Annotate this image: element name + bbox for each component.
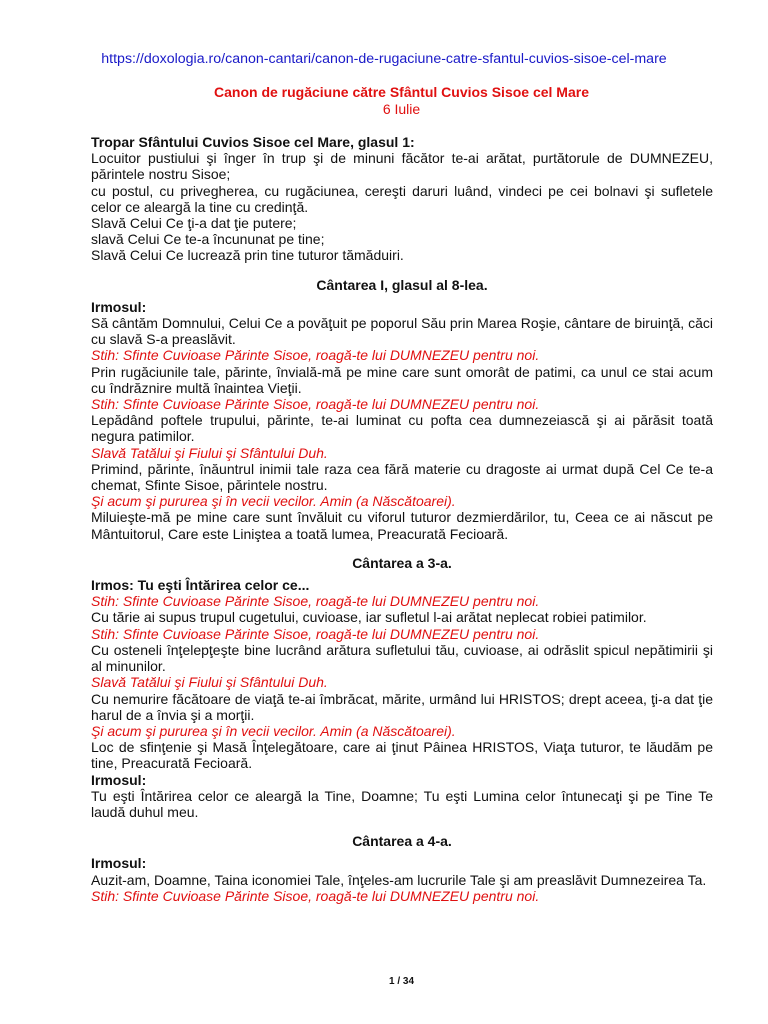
ode3-now: Şi acum şi pururea şi în vecii vecilor. Amin (a Născătoarei). [91,722,456,739]
ode1-now: Şi acum şi pururea şi în vecii vecilor. Amin (a Născătoarei). [91,493,456,510]
ode1-theotokion: Miluieşte-mă pe mine care sunt învăluit cu viforul tuturor dezmierdărilor, tu, Ceea ce ai născut pe Mântuitorul, Care este Liniştea a toată lumea, Preacurată Fecioară. [91,509,713,542]
ode1-verse: Prin rugăciunile tale, părinte, învială-mă pe mine care sunt omorât de patimi, ca unul ce stai acum cu îndrăznire multă înaintea Vieţii. [91,363,713,396]
ode1-irmos-label: Irmosul: [91,298,147,315]
ode3-stih: Stih: Sfinte Cuvioase Părinte Sisoe, roagă-te lui DUMNEZEU pentru noi. [91,593,540,610]
ode1-stih: Stih: Sfinte Cuvioase Părinte Sisoe, roagă-te lui DUMNEZEU pentru noi. [91,347,540,364]
source-url-link[interactable]: https://doxologia.ro/canon-cantari/canon-de-rugaciune-catre-sfantul-cuvios-sisoe-cel-mare [101,51,667,67]
document-date: 6 Iulie [382,101,421,117]
ode1-stih: Stih: Sfinte Cuvioase Părinte Sisoe, roagă-te lui DUMNEZEU pentru noi. [91,396,540,413]
ode3-stih: Stih: Sfinte Cuvioase Părinte Sisoe, roagă-te lui DUMNEZEU pentru noi. [91,625,540,642]
ode4-stih: Stih: Sfinte Cuvioase Părinte Sisoe, roagă-te lui DUMNEZEU pentru noi. [91,887,540,904]
ode1-heading: Cântarea I, glasul al 8-lea. [316,276,488,293]
ode3-irmos2: Tu eşti Întărirea celor ce aleargă la Tine, Doamne; Tu eşti Lumina celor întunecaţi şi pe Tine Te laudă duhul meu. [91,787,713,820]
troparion-line: slavă Celui Ce te-a încununat pe tine; [91,231,325,248]
troparion-line: Locuitor pustiului şi înger în trup şi de minuni făcător te-ai arătat, purtătorule de DUMNEZEU, părintele nostru Sisoe; [91,150,713,183]
ode4-irmos-label: Irmosul: [91,855,147,872]
document-title-block [0,84,768,118]
troparion-line: Slavă Celui Ce ţi-a dat ţie putere; [91,215,297,232]
ode3-theotokion: Loc de sfinţenie şi Masă Înţelegătoare, care ai ţinut Pâinea HRISTOS, Viaţa tuturor, te lăudăm pe tine, Preacurată Fecioară. [91,739,713,772]
ode3-glory: Slavă Tatălui şi Fiului şi Sfântului Duh. [91,674,328,691]
ode3-verse: Cu nemurire făcătoare de viaţă te-ai îmbrăcat, mărite, urmând lui HRISTOS; drept aceea, ţi-a dat ţie harul de a învia şi a morţii. [91,690,713,723]
document-body [91,134,713,904]
troparion-heading: Tropar Sfântului Cuvios Sisoe cel Mare, glasul 1: [91,134,415,150]
page-number: 1 / 34 [388,976,415,987]
troparion-line: Slavă Celui Ce lucrează prin tine tuturor tămăduiri. [91,247,404,264]
document-title: Canon de rugăciune către Sfântul Cuvios Sisoe cel Mare [214,84,589,100]
ode3-verse: Cu osteneli înţelepţeşte bine lucrând arătura sufletului tău, cuvioase, ai odrăslit spicul nepătimirii şi al minunilor. [91,641,713,675]
ode1-glory: Slavă Tatălui şi Fiului şi Sfântului Duh. [91,444,328,461]
ode4-heading: Cântarea a 4-a. [352,833,452,850]
ode3-heading: Cântarea a 3-a. [352,554,452,571]
ode3-irmos2-label: Irmosul: [91,771,147,788]
ode3-irmos-label: Irmos: Tu eşti Întărirea celor ce... [91,577,310,594]
troparion-line: cu postul, cu privegherea, cu rugăciunea, cereşti daruri luând, vindeci pe cei bolnavi şi sufletele celor ce aleargă la tine cu credinţă. [91,182,713,215]
ode1-verse: Primind, părinte, înăuntrul inimii tale raza cea fără materie cu dragoste ai urmat după Cel Ce te-a chemat, Sfinte Sisoe, părintele nostru. [91,460,713,494]
ode4-irmos: Auzit-am, Doamne, Taina iconomiei Tale, înţeles-am lucrurile Tale şi am preaslăvit Dumnezeirea Ta. [91,871,707,888]
ode3-verse: Cu tărie ai supus trupul cugetului, cuvioase, iar sufletul l-ai arătat neplecat robiei patimilor. [91,609,647,626]
ode1-irmos: Să cântăm Domnului, Celui Ce a povăţuit pe poporul Său prin Marea Roşie, cântare de biruinţă, căci cu slavă S-a preaslăvit. [91,315,713,348]
ode1-verse: Lepădând poftele trupului, părinte, te-ai luminat cu pofta cea dumnezeiască şi ai părăsit toată negura patimilor. [91,412,713,445]
